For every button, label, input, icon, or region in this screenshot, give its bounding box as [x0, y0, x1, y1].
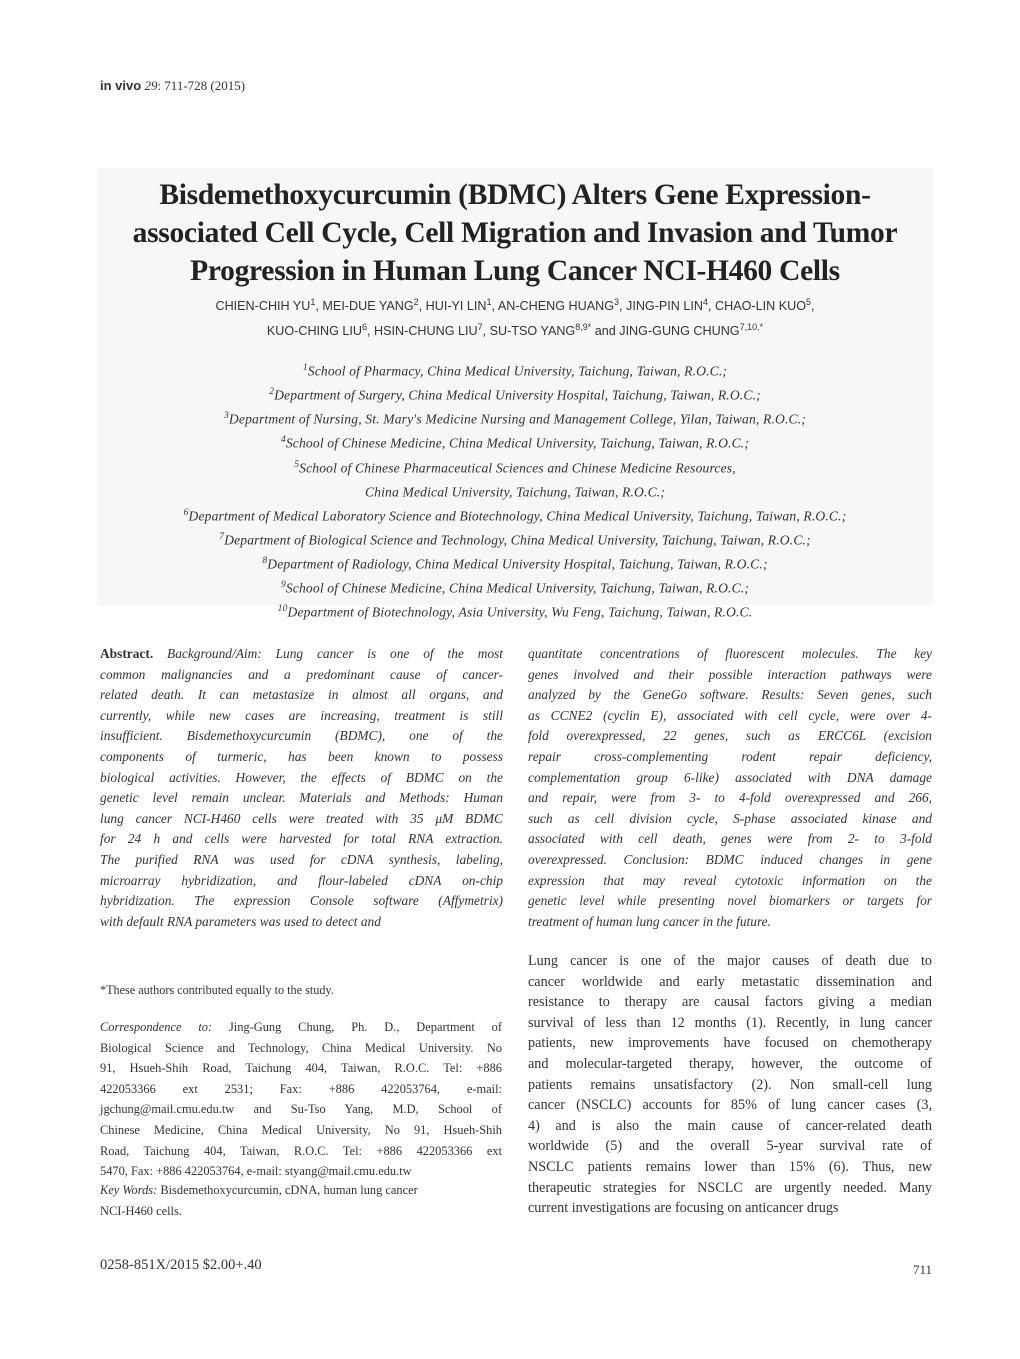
- author-separator: ,: [708, 299, 716, 314]
- abstract-line: currently, while new cases are increasing, treatment is still: [100, 707, 503, 723]
- author-affiliation-mark: 4: [703, 297, 709, 307]
- journal-pages: : 711-728 (2015): [157, 78, 246, 93]
- affiliation-line: [97, 599, 933, 623]
- abstract-right-column: [528, 644, 932, 932]
- abstract-left-column: [100, 644, 503, 932]
- correspondence-line: Biological Science and Technology, China Medical University. No: [100, 1040, 502, 1055]
- abstract-line: related death. It can metastasize in almost all organs, and: [100, 687, 503, 703]
- affiliation-text: Department of Surgery, China Medical University Hospital, Taichung, Taiwan, R.O.C.;: [274, 387, 761, 403]
- abstract-line: associated with cell death, genes were from 2- to 3-fold: [528, 831, 932, 847]
- abstract-line: such as cell division cycle, S-phase associated kinase and: [528, 810, 932, 826]
- abstract-line: lung cancer NCI-H460 cells were treated with 35 μM BDMC: [100, 810, 503, 826]
- affiliation-number: 8: [262, 556, 268, 566]
- correspondence-line: 91, Hsueh-Shih Road, Taichung 404, Taiwan, R.O.C. Tel: +886: [100, 1061, 502, 1076]
- keywords-text: Bisdemethoxycurcumin, cDNA, human lung cancer: [157, 1183, 418, 1197]
- keywords-note: [100, 1180, 502, 1221]
- abstract-line: analyzed by the GeneGo software. Results: Seven genes, such: [528, 687, 932, 703]
- affiliation-text: China Medical University, Taichung, Taiwan, R.O.C.;: [364, 484, 666, 500]
- author-name: KUO-CHING LIU: [266, 324, 363, 339]
- author-affiliation-mark: 7,10,*: [739, 322, 764, 333]
- author-line: [97, 317, 933, 342]
- abstract-line: genes involved and their possible interaction pathways were: [528, 666, 932, 682]
- affiliation-text: School of Chinese Pharmaceutical Sciences and Chinese Medicine Resources,: [299, 460, 736, 476]
- affiliation-line: [97, 479, 933, 503]
- correspondence-line: jgchung@mail.cmu.edu.tw and Su-Tso Yang, M.D, School of: [100, 1102, 502, 1117]
- title-line: Progression in Human Lung Cancer NCI-H460 Cells: [190, 255, 840, 287]
- abstract-line: The purified RNA was used for cDNA synthesis, labeling,: [100, 851, 503, 867]
- abstract-line: expression that may reveal cytotoxic information on the: [528, 872, 932, 888]
- affiliation-list: [97, 358, 933, 623]
- introduction-text: [528, 951, 932, 1219]
- affiliation-number: 6: [183, 507, 189, 518]
- affiliation-number: 9: [280, 580, 286, 591]
- introduction-line: patients, new improvements have focused on chemotherapy: [528, 1035, 932, 1052]
- introduction-line: and molecular-targeted therapy, however, the outcome of: [528, 1055, 932, 1072]
- author-separator: ,: [367, 324, 375, 339]
- affiliation-number: 1: [302, 363, 308, 373]
- author-name: JING-PIN LIN: [626, 299, 704, 314]
- equal-contribution-note: *These authors contributed equally to the study.: [100, 983, 334, 997]
- issn-price: 0258-851X/2015 $2.00+.40: [100, 1257, 262, 1273]
- author-separator: and: [591, 324, 620, 339]
- affiliation-number: 7: [219, 531, 225, 542]
- introduction-line: cancer (NSCLC) accounts for 85% of lung cancer cases (3,: [528, 1097, 932, 1114]
- abstract-line: fold overexpressed, 22 genes, such as ERCC6L (excision: [528, 728, 932, 744]
- affiliation-line: [97, 527, 933, 551]
- abstract-line: hybridization. The expression Console software (Affymetrix): [100, 893, 503, 909]
- abstract-text: Background/Aim: Lung cancer is one of the most: [153, 646, 503, 661]
- abstract-heading: Abstract.: [100, 646, 154, 661]
- affiliation-line: [97, 575, 933, 599]
- author-affiliation-mark: 8,9*: [575, 322, 592, 333]
- author-line: [97, 292, 933, 317]
- affiliation-line: [97, 551, 933, 575]
- affiliation-line: [97, 430, 933, 454]
- abstract-line: genetic level remain unclear. Materials and Methods: Human: [100, 790, 503, 806]
- affiliation-number: 10: [277, 604, 288, 615]
- title-block: [97, 168, 933, 620]
- author-name: JING-GUNG CHUNG: [619, 324, 740, 339]
- affiliation-text: School of Chinese Medicine, China Medical University, Taichung, Taiwan, R.O.C.;: [285, 435, 750, 451]
- abstract-line: common malignancies and a predominant cause of cancer-: [100, 666, 503, 682]
- abstract-line: overexpressed. Conclusion: BDMC induced changes in gene: [528, 851, 932, 867]
- author-name: CHIEN-CHIH YU: [215, 299, 311, 314]
- author-name: MEI-DUE YANG: [322, 299, 414, 314]
- correspondence-label: Correspondence to:: [100, 1020, 213, 1034]
- affiliation-line: [97, 382, 933, 406]
- author-name: HSIN-CHUNG LIU: [374, 324, 478, 339]
- abstract-line: repair cross-complementing rodent repair deficiency,: [528, 748, 932, 764]
- affiliation-text: Department of Radiology, China Medical University Hospital, Taichung, Taiwan, R.O.C.;: [267, 556, 768, 572]
- author-affiliation-mark: 2: [413, 297, 419, 307]
- article-title: [97, 176, 933, 290]
- title-line: associated Cell Cycle, Cell Migration and Invasion and Tumor: [132, 217, 898, 249]
- correspondence-line: Road, Taichung 404, Taiwan, R.O.C. Tel: +886 422053366 ext: [100, 1143, 502, 1158]
- introduction-line: patients remains unsatisfactory (2). Non small-cell lung: [528, 1076, 932, 1093]
- affiliation-text: Department of Medical Laboratory Science and Biotechnology, China Medical University, Taichung, Taiwan, R.O.C.;: [188, 508, 847, 524]
- author-separator: ,: [482, 324, 490, 339]
- correspondence-text: Jing-Gung Chung, Ph. D., Department of: [212, 1020, 502, 1034]
- abstract-line: insufficient. Bisdemethoxycurcumin (BDMC), one of the: [100, 728, 503, 744]
- affiliation-line: [97, 406, 933, 430]
- author-affiliation-mark: 1: [486, 297, 492, 307]
- correspondence-note: [100, 1017, 502, 1182]
- keywords-line: NCI-H460 cells.: [100, 1203, 182, 1218]
- abstract-line: [100, 644, 503, 665]
- correspondence-line: Chinese Medicine, China Medical University, No 91, Hsueh-Shih: [100, 1122, 502, 1137]
- journal-name: in vivo: [100, 78, 142, 93]
- author-affiliation-mark: 7: [477, 322, 483, 333]
- introduction-line: survival of less than 12 months (1). Recently, in lung cancer: [528, 1014, 932, 1031]
- introduction-line: 4) and is also the main cause of cancer-related death: [528, 1117, 932, 1134]
- introduction-line: cancer worldwide and early metastatic dissemination and: [528, 973, 932, 990]
- affiliation-text: School of Pharmacy, China Medical University, Taichung, Taiwan, R.O.C.;: [307, 363, 728, 379]
- title-line: Bisdemethoxycurcumin (BDMC) Alters Gene Expression-: [159, 179, 871, 211]
- journal-citation: [100, 78, 245, 94]
- affiliation-text: School of Chinese Medicine, China Medical University, Taichung, Taiwan, R.O.C.;: [285, 580, 750, 596]
- author-name: SU-TSO YANG: [489, 324, 576, 339]
- abstract-line: with default RNA parameters was used to detect and: [100, 913, 381, 929]
- author-separator: ,: [418, 299, 426, 314]
- introduction-line: Lung cancer is one of the major causes of death due to: [528, 953, 932, 969]
- abstract-line: and repair, were from 3- to 4-fold overexpressed and 266,: [528, 790, 932, 806]
- abstract-line: genetic level while presenting novel biomarkers or targets for: [528, 893, 932, 909]
- keywords-label: Key Words:: [100, 1183, 158, 1197]
- abstract-line: for 24 h and cells were harvested for total RNA extraction.: [100, 831, 503, 847]
- abstract-line: complementation group 6-like) associated with DNA damage: [528, 769, 932, 785]
- affiliation-number: 2: [269, 387, 275, 398]
- author-separator: ,: [315, 299, 323, 314]
- affiliation-line: [97, 455, 933, 479]
- affiliation-text: Department of Nursing, St. Mary's Medicine Nursing and Management College, Yilan, Taiwan, R.O.C.;: [228, 411, 806, 427]
- author-separator: ,: [811, 299, 815, 314]
- author-affiliation-mark: 6: [362, 322, 368, 333]
- introduction-line: current investigations are focusing on anticancer drugs: [528, 1200, 839, 1217]
- journal-volume: 29: [144, 78, 158, 93]
- abstract-line: treatment of human lung cancer in the future.: [528, 913, 771, 929]
- author-separator: ,: [619, 299, 627, 314]
- author-separator: ,: [491, 299, 498, 314]
- correspondence-line: 5470, Fax: +886 422053764, e-mail: styang@mail.cmu.edu.tw: [100, 1164, 412, 1179]
- affiliation-number: 5: [294, 459, 300, 470]
- author-affiliation-mark: 3: [614, 297, 620, 307]
- abstract-line: as CCNE2 (cyclin E), associated with cell cycle, were over 4-: [528, 707, 932, 723]
- affiliation-number: 3: [224, 411, 229, 422]
- affiliation-line: [97, 358, 933, 382]
- author-name: AN-CHENG HUANG: [497, 299, 615, 314]
- introduction-line: NSCLC patients remains lower than 15% (6). Thus, new: [528, 1158, 932, 1175]
- author-affiliation-mark: 5: [806, 297, 812, 307]
- affiliation-line: [97, 503, 933, 527]
- introduction-line: therapeutic strategies for NSCLC are urgently needed. Many: [528, 1179, 932, 1196]
- affiliation-text: Department of Biological Science and Technology, China Medical University, Taichung, Taiwan, R.O.C.;: [224, 532, 811, 548]
- abstract-line: quantitate concentrations of fluorescent molecules. The key: [528, 646, 932, 661]
- introduction-line: worldwide (5) and the overall 5-year survival rate of: [528, 1138, 932, 1155]
- abstract-line: components of turmeric, has been known to possess: [100, 748, 503, 764]
- abstract-line: biological activities. However, the effects of BDMC on the: [100, 769, 503, 785]
- page-number: 711: [912, 1262, 932, 1277]
- author-list: [97, 292, 933, 342]
- author-name: HUI-YI LIN: [425, 299, 487, 314]
- abstract-line: microarray hybridization, and flour-labeled cDNA on-chip: [100, 872, 503, 888]
- affiliation-number: 4: [280, 435, 286, 446]
- author-affiliation-mark: 1: [310, 297, 316, 307]
- correspondence-line: [100, 1017, 502, 1038]
- keywords-line: [100, 1180, 502, 1201]
- introduction-line: resistance to therapy are causal factors giving a median: [528, 994, 932, 1011]
- correspondence-line: 422053366 ext 2531; Fax: +886 422053764, e-mail:: [100, 1081, 502, 1096]
- affiliation-text: Department of Biotechnology, Asia University, Wu Feng, Taichung, Taiwan, R.O.C.: [287, 604, 753, 620]
- author-name: CHAO-LIN KUO: [715, 299, 806, 314]
